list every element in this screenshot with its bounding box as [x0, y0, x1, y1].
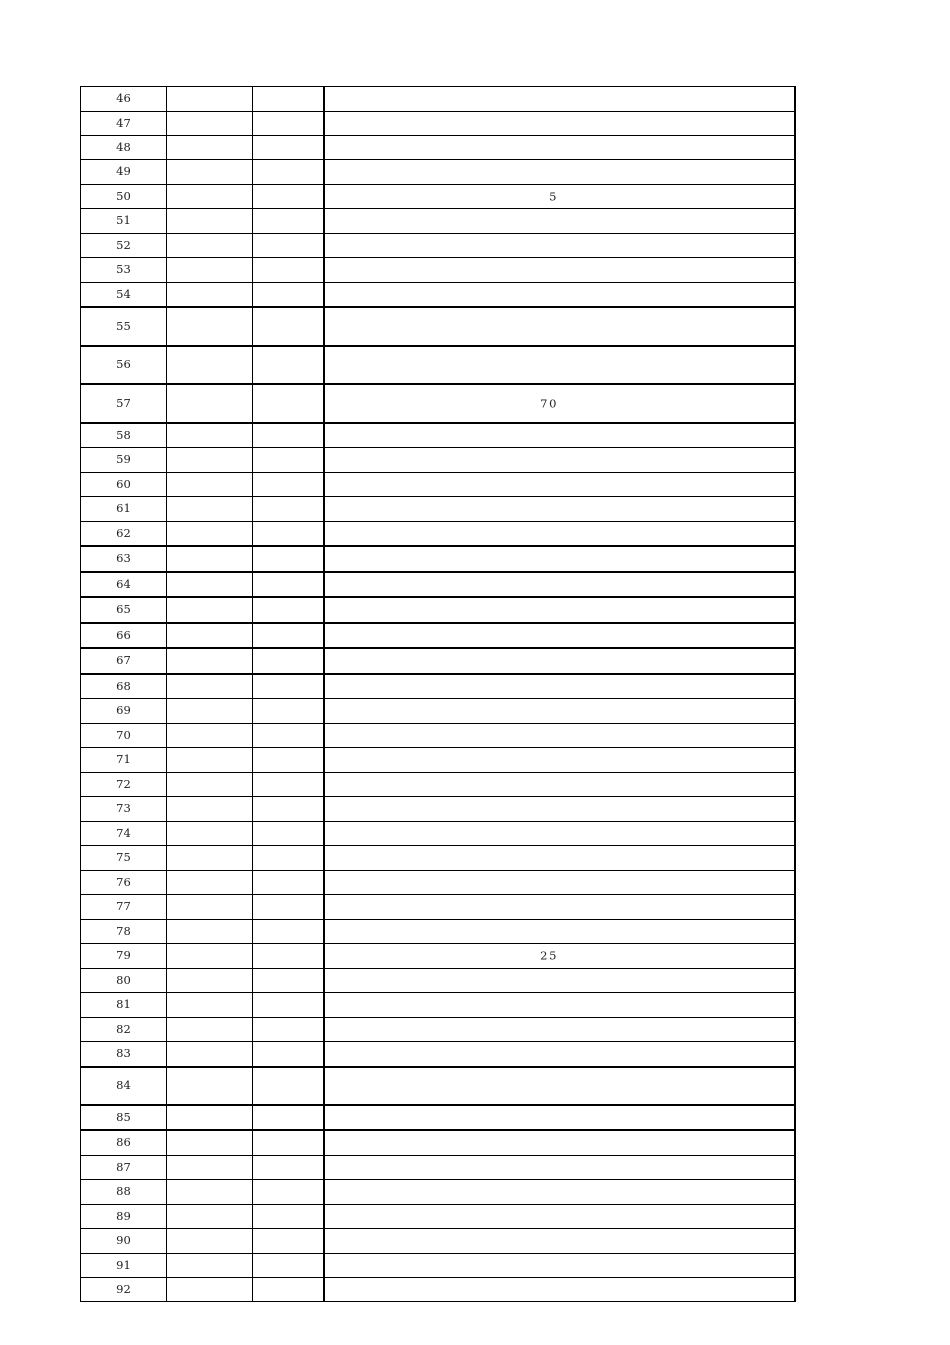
row-number	[81, 1067, 167, 1105]
table-row	[81, 1105, 796, 1130]
type-cell	[253, 234, 324, 258]
description-cell	[324, 895, 796, 920]
type-cell	[253, 1042, 324, 1068]
row-number	[81, 384, 167, 423]
row-number	[81, 258, 167, 283]
description-cell	[324, 283, 796, 308]
row-number-text: 73	[116, 801, 131, 816]
row-number	[81, 748, 167, 773]
table-row	[81, 748, 796, 773]
category-cell	[167, 522, 253, 547]
row-number	[81, 871, 167, 895]
row-number-text: 84	[116, 1078, 131, 1093]
row-number-text: 77	[116, 899, 131, 914]
row-number-text: 55	[116, 318, 131, 333]
category-cell	[167, 871, 253, 895]
row-number-text: 66	[116, 627, 131, 642]
category-cell	[167, 969, 253, 993]
data-table	[80, 86, 796, 1302]
table-row	[81, 283, 796, 308]
type-cell	[253, 1067, 324, 1105]
category-cell	[167, 944, 253, 969]
row-number-text: 57	[116, 395, 131, 410]
table-row	[81, 674, 796, 699]
row-number	[81, 572, 167, 597]
row-number	[81, 623, 167, 648]
description-cell	[324, 1130, 796, 1156]
type-cell	[253, 822, 324, 846]
row-number	[81, 307, 167, 346]
category-cell	[167, 748, 253, 773]
type-cell	[253, 895, 324, 920]
row-number-text: 46	[116, 91, 131, 106]
row-number	[81, 136, 167, 160]
row-number	[81, 1018, 167, 1042]
type-cell	[253, 1229, 324, 1254]
row-number	[81, 822, 167, 846]
table-row	[81, 1229, 796, 1254]
category-cell	[167, 623, 253, 648]
category-cell	[167, 160, 253, 185]
table-row	[81, 136, 796, 160]
row-number	[81, 112, 167, 136]
type-cell	[253, 185, 324, 209]
row-number	[81, 448, 167, 473]
description-cell	[324, 160, 796, 185]
description-cell	[324, 87, 796, 112]
table-row	[81, 346, 796, 384]
row-number-text: 76	[116, 874, 131, 889]
category-cell	[167, 473, 253, 497]
type-cell	[253, 797, 324, 822]
table-row	[81, 1205, 796, 1229]
table-row	[81, 597, 796, 623]
description-cell	[324, 136, 796, 160]
type-cell	[253, 871, 324, 895]
type-cell	[253, 648, 324, 674]
description-cell	[324, 871, 796, 895]
category-cell	[167, 1018, 253, 1042]
table-row	[81, 993, 796, 1018]
row-number	[81, 773, 167, 797]
type-cell	[253, 1018, 324, 1042]
type-cell	[253, 1254, 324, 1278]
table-row	[81, 185, 796, 209]
description-cell	[324, 572, 796, 597]
type-cell	[253, 1130, 324, 1156]
description-cell	[324, 674, 796, 699]
category-cell	[167, 773, 253, 797]
table-row	[81, 969, 796, 993]
table-row	[81, 871, 796, 895]
type-cell	[253, 136, 324, 160]
row-number-text: 51	[116, 213, 131, 228]
category-cell	[167, 724, 253, 748]
row-number	[81, 185, 167, 209]
row-number-text: 64	[116, 576, 131, 591]
row-number-text: 53	[116, 262, 131, 277]
category-cell	[167, 822, 253, 846]
description-cell	[324, 1205, 796, 1229]
table-row	[81, 1042, 796, 1068]
row-number	[81, 497, 167, 522]
row-number-text: 92	[116, 1281, 131, 1296]
type-cell	[253, 258, 324, 283]
type-cell	[253, 384, 324, 423]
table-row	[81, 1018, 796, 1042]
category-cell	[167, 797, 253, 822]
category-cell	[167, 307, 253, 346]
row-number	[81, 522, 167, 547]
category-cell	[167, 648, 253, 674]
row-number-text: 71	[116, 752, 131, 767]
row-number-text: 62	[116, 525, 131, 540]
type-cell	[253, 773, 324, 797]
category-cell	[167, 572, 253, 597]
row-number	[81, 895, 167, 920]
type-cell	[253, 1278, 324, 1302]
row-number-text: 67	[116, 653, 131, 668]
table-row	[81, 895, 796, 920]
row-number-text: 74	[116, 825, 131, 840]
category-cell	[167, 283, 253, 308]
description-cell	[324, 384, 796, 423]
category-cell	[167, 87, 253, 112]
row-number-text: 49	[116, 164, 131, 179]
row-number	[81, 724, 167, 748]
type-cell	[253, 920, 324, 944]
type-cell	[253, 283, 324, 308]
type-cell	[253, 572, 324, 597]
description-cell	[324, 748, 796, 773]
description-cell	[324, 724, 796, 748]
row-number-text: 60	[116, 476, 131, 491]
type-cell	[253, 699, 324, 724]
category-cell	[167, 136, 253, 160]
row-number-text: 72	[116, 776, 131, 791]
type-cell	[253, 969, 324, 993]
category-cell	[167, 209, 253, 234]
row-number	[81, 674, 167, 699]
row-number	[81, 234, 167, 258]
category-cell	[167, 1042, 253, 1068]
category-cell	[167, 1278, 253, 1302]
description-cell	[324, 423, 796, 448]
category-cell	[167, 1180, 253, 1205]
row-number-text: 88	[116, 1184, 131, 1199]
row-number-text: 87	[116, 1159, 131, 1174]
table-row	[81, 497, 796, 522]
type-cell	[253, 546, 324, 572]
description-cell	[324, 1018, 796, 1042]
type-cell	[253, 1156, 324, 1180]
category-cell	[167, 423, 253, 448]
description-cell	[324, 1067, 796, 1105]
row-number-text: 75	[116, 850, 131, 865]
row-number-text: 89	[116, 1208, 131, 1223]
table-row	[81, 423, 796, 448]
type-cell	[253, 993, 324, 1018]
category-cell	[167, 546, 253, 572]
category-cell	[167, 1105, 253, 1130]
table-row	[81, 448, 796, 473]
type-cell	[253, 473, 324, 497]
description-cell	[324, 1180, 796, 1205]
table-row	[81, 1067, 796, 1105]
description-cell	[324, 846, 796, 871]
type-cell	[253, 748, 324, 773]
table-row	[81, 797, 796, 822]
type-cell	[253, 209, 324, 234]
description-cell	[324, 773, 796, 797]
description-cell	[324, 234, 796, 258]
row-number-text: 52	[116, 237, 131, 252]
row-number	[81, 944, 167, 969]
table-row	[81, 1130, 796, 1156]
row-number	[81, 473, 167, 497]
description-cell	[324, 1105, 796, 1130]
row-number-text: 83	[116, 1046, 131, 1061]
type-cell	[253, 1105, 324, 1130]
category-cell	[167, 384, 253, 423]
row-number	[81, 969, 167, 993]
type-cell	[253, 423, 324, 448]
table-row	[81, 307, 796, 346]
table-body	[81, 87, 796, 1302]
table-row	[81, 1156, 796, 1180]
description-cell-text: 5	[549, 188, 558, 203]
table-row	[81, 1254, 796, 1278]
table-row	[81, 160, 796, 185]
row-number-text: 54	[116, 286, 131, 301]
table-row	[81, 822, 796, 846]
description-cell-text: 70	[540, 395, 558, 410]
description-cell	[324, 797, 796, 822]
table-row	[81, 87, 796, 112]
description-cell	[324, 623, 796, 648]
table-row	[81, 209, 796, 234]
type-cell	[253, 448, 324, 473]
category-cell	[167, 674, 253, 699]
row-number-text: 48	[116, 139, 131, 154]
row-number-text: 80	[116, 972, 131, 987]
type-cell	[253, 597, 324, 623]
table-row	[81, 546, 796, 572]
table-row	[81, 699, 796, 724]
description-cell	[324, 209, 796, 234]
category-cell	[167, 846, 253, 871]
description-cell	[324, 258, 796, 283]
row-number-text: 63	[116, 551, 131, 566]
description-cell-text: 25	[540, 948, 558, 963]
row-number-text: 59	[116, 452, 131, 467]
description-cell	[324, 473, 796, 497]
row-number	[81, 1156, 167, 1180]
description-cell	[324, 546, 796, 572]
description-cell	[324, 1229, 796, 1254]
row-number-text: 58	[116, 427, 131, 442]
type-cell	[253, 846, 324, 871]
row-number-text: 56	[116, 357, 131, 372]
category-cell	[167, 258, 253, 283]
table-row	[81, 773, 796, 797]
row-number-text: 79	[116, 948, 131, 963]
description-cell	[324, 1278, 796, 1302]
row-number-text: 91	[116, 1257, 131, 1272]
row-number	[81, 1130, 167, 1156]
type-cell	[253, 87, 324, 112]
type-cell	[253, 160, 324, 185]
type-cell	[253, 1205, 324, 1229]
category-cell	[167, 1130, 253, 1156]
description-cell	[324, 497, 796, 522]
row-number	[81, 993, 167, 1018]
category-cell	[167, 1254, 253, 1278]
row-number	[81, 699, 167, 724]
type-cell	[253, 944, 324, 969]
category-cell	[167, 234, 253, 258]
category-cell	[167, 1205, 253, 1229]
row-number	[81, 87, 167, 112]
row-number	[81, 423, 167, 448]
description-cell	[324, 920, 796, 944]
table-row	[81, 623, 796, 648]
row-number	[81, 648, 167, 674]
table-row	[81, 648, 796, 674]
description-cell	[324, 522, 796, 547]
type-cell	[253, 674, 324, 699]
table-row	[81, 1180, 796, 1205]
row-number-text: 90	[116, 1233, 131, 1248]
row-number	[81, 1278, 167, 1302]
category-cell	[167, 1229, 253, 1254]
row-number	[81, 920, 167, 944]
description-cell	[324, 1254, 796, 1278]
type-cell	[253, 112, 324, 136]
type-cell	[253, 1180, 324, 1205]
row-number	[81, 597, 167, 623]
description-cell	[324, 448, 796, 473]
row-number	[81, 346, 167, 384]
description-cell	[324, 307, 796, 346]
category-cell	[167, 185, 253, 209]
row-number-text: 61	[116, 501, 131, 516]
row-number	[81, 160, 167, 185]
category-cell	[167, 448, 253, 473]
description-cell	[324, 185, 796, 209]
row-number-text: 85	[116, 1109, 131, 1124]
row-number	[81, 1180, 167, 1205]
row-number-text: 65	[116, 602, 131, 617]
table-row	[81, 1278, 796, 1302]
row-number-text: 47	[116, 115, 131, 130]
row-number-text: 70	[116, 727, 131, 742]
category-cell	[167, 699, 253, 724]
category-cell	[167, 597, 253, 623]
row-number-text: 78	[116, 923, 131, 938]
row-number-text: 86	[116, 1135, 131, 1150]
row-number	[81, 209, 167, 234]
description-cell	[324, 969, 796, 993]
type-cell	[253, 497, 324, 522]
row-number	[81, 1229, 167, 1254]
table-row	[81, 473, 796, 497]
type-cell	[253, 307, 324, 346]
row-number-text: 50	[116, 188, 131, 203]
row-number	[81, 546, 167, 572]
row-number-text: 68	[116, 678, 131, 693]
description-cell	[324, 1042, 796, 1068]
table-row	[81, 846, 796, 871]
table-row	[81, 572, 796, 597]
table-row	[81, 522, 796, 547]
type-cell	[253, 346, 324, 384]
category-cell	[167, 1067, 253, 1105]
row-number	[81, 846, 167, 871]
category-cell	[167, 993, 253, 1018]
row-number-text: 81	[116, 997, 131, 1012]
description-cell	[324, 648, 796, 674]
description-cell	[324, 699, 796, 724]
table-row	[81, 112, 796, 136]
table-row	[81, 944, 796, 969]
description-cell	[324, 346, 796, 384]
description-cell	[324, 944, 796, 969]
row-number-text: 69	[116, 703, 131, 718]
table-row	[81, 258, 796, 283]
table-row	[81, 384, 796, 423]
row-number	[81, 283, 167, 308]
row-number	[81, 1205, 167, 1229]
row-number	[81, 1042, 167, 1068]
category-cell	[167, 920, 253, 944]
category-cell	[167, 1156, 253, 1180]
category-cell	[167, 112, 253, 136]
category-cell	[167, 497, 253, 522]
row-number	[81, 1254, 167, 1278]
description-cell	[324, 822, 796, 846]
row-number-text: 82	[116, 1021, 131, 1036]
table-row	[81, 724, 796, 748]
description-cell	[324, 597, 796, 623]
type-cell	[253, 522, 324, 547]
category-cell	[167, 895, 253, 920]
description-cell	[324, 993, 796, 1018]
table-row	[81, 920, 796, 944]
table-row	[81, 234, 796, 258]
category-cell	[167, 346, 253, 384]
row-number	[81, 797, 167, 822]
description-cell	[324, 112, 796, 136]
row-number	[81, 1105, 167, 1130]
type-cell	[253, 623, 324, 648]
type-cell	[253, 724, 324, 748]
description-cell	[324, 1156, 796, 1180]
